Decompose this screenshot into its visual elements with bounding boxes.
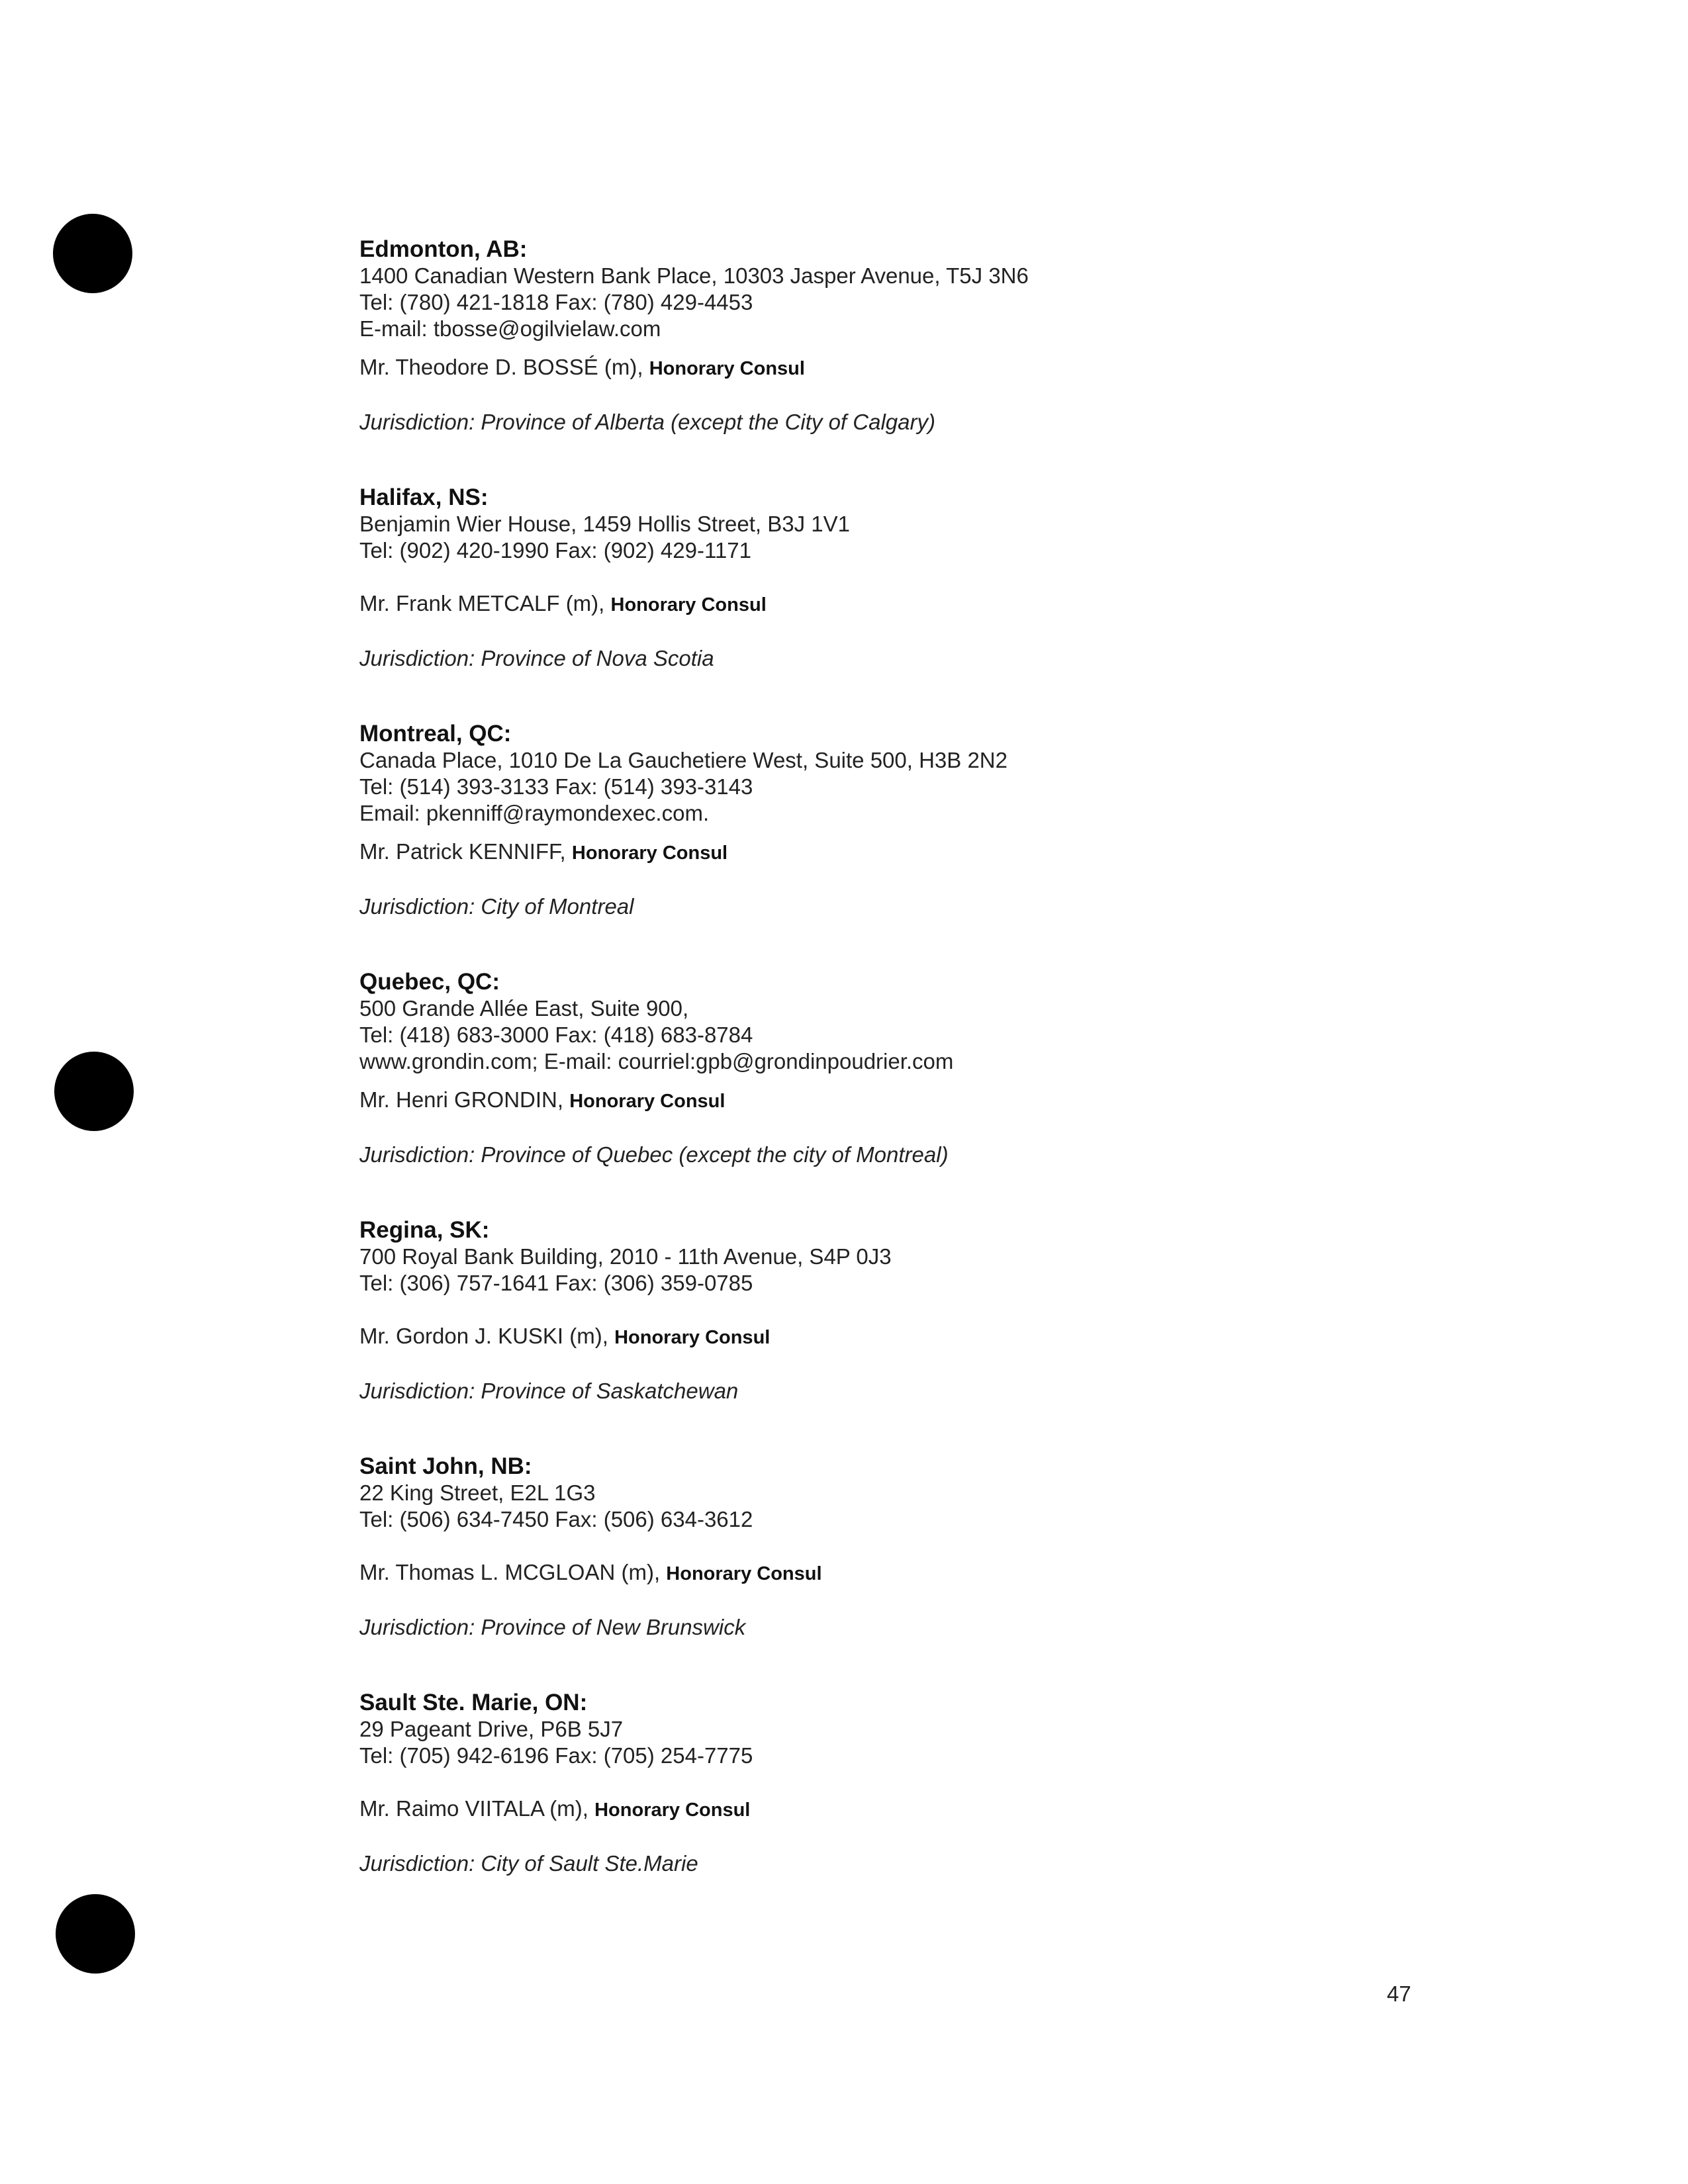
phone-fax-line: Tel: (514) 393-3133 Fax: (514) 393-3143 — [359, 774, 753, 799]
punch-hole-bottom — [56, 1894, 135, 1974]
consul-title: Honorary Consul — [571, 842, 728, 864]
consul-name: Mr. Patrick KENNIFF, — [359, 839, 566, 864]
consul-name: Mr. Raimo VIITALA (m), — [359, 1796, 588, 1821]
phone-fax-line: Tel: (418) 683-3000 Fax: (418) 683-8784 — [359, 1023, 753, 1047]
consul-entry-sault-ste-marie — [359, 1689, 1485, 1877]
jurisdiction-line: Jurisdiction: Province of New Brunswick — [359, 1615, 746, 1639]
web-email-line: www.grondin.com; E-mail: courriel:gpb@grondinpoudrier.com — [359, 1049, 954, 1073]
consul-listing — [359, 236, 1485, 1925]
city-heading: Regina, SK: — [359, 1217, 490, 1243]
address-line: 1400 Canadian Western Bank Place, 10303 Jasper Avenue, T5J 3N6 — [359, 263, 1029, 288]
address-line: Benjamin Wier House, 1459 Hollis Street, B3J 1V1 — [359, 512, 851, 536]
address-line: 22 King Street, E2L 1G3 — [359, 1480, 596, 1505]
phone-fax-line: Tel: (306) 757-1641 Fax: (306) 359-0785 — [359, 1271, 753, 1295]
consul-line — [359, 1087, 1485, 1115]
jurisdiction-line: Jurisdiction: City of Sault Ste.Marie — [359, 1851, 698, 1876]
consul-entry-montreal — [359, 720, 1485, 920]
address-line: 500 Grande Allée East, Suite 900, — [359, 996, 689, 1021]
city-heading: Quebec, QC: — [359, 969, 500, 995]
phone-fax-line: Tel: (902) 420-1990 Fax: (902) 429-1171 — [359, 538, 751, 563]
email-line: E-mail: tbosse@ogilvielaw.com — [359, 316, 661, 341]
consul-title: Honorary Consul — [666, 1563, 822, 1584]
punch-hole-top — [53, 214, 132, 293]
consul-entry-saint-john — [359, 1453, 1485, 1641]
jurisdiction-line: Jurisdiction: Province of Saskatchewan — [359, 1379, 739, 1403]
consul-entry-edmonton — [359, 236, 1485, 435]
consul-title: Honorary Consul — [594, 1799, 751, 1821]
consul-title: Honorary Consul — [649, 358, 805, 379]
consul-line — [359, 354, 1485, 382]
city-heading: Sault Ste. Marie, ON: — [359, 1690, 588, 1715]
consul-entry-quebec — [359, 968, 1485, 1168]
phone-fax-line: Tel: (780) 421-1818 Fax: (780) 429-4453 — [359, 290, 753, 314]
consul-name: Mr. Thomas L. MCGLOAN (m), — [359, 1560, 661, 1584]
consul-title: Honorary Consul — [569, 1091, 726, 1112]
consul-line — [359, 1559, 1485, 1587]
jurisdiction-line: Jurisdiction: Province of Alberta (except the City of Calgary) — [359, 410, 935, 434]
city-heading: Montreal, QC: — [359, 721, 512, 747]
city-heading: Saint John, NB: — [359, 1453, 532, 1479]
consul-line — [359, 839, 1485, 866]
consul-name: Mr. Gordon J. KUSKI (m), — [359, 1324, 608, 1348]
address-line: Canada Place, 1010 De La Gauchetiere West, Suite 500, H3B 2N2 — [359, 748, 1008, 772]
punch-hole-middle — [54, 1052, 134, 1131]
phone-fax-line: Tel: (705) 942-6196 Fax: (705) 254-7775 — [359, 1743, 753, 1768]
consul-entry-halifax — [359, 484, 1485, 672]
jurisdiction-line: Jurisdiction: City of Montreal — [359, 894, 634, 919]
consul-name: Mr. Frank METCALF (m), — [359, 591, 605, 615]
city-heading: Edmonton, AB: — [359, 236, 528, 262]
consul-title: Honorary Consul — [614, 1327, 771, 1348]
phone-fax-line: Tel: (506) 634-7450 Fax: (506) 634-3612 — [359, 1507, 753, 1531]
city-heading: Halifax, NS: — [359, 484, 489, 510]
jurisdiction-line: Jurisdiction: Province of Nova Scotia — [359, 646, 714, 670]
page-number: 47 — [1387, 1981, 1411, 2006]
consul-title: Honorary Consul — [610, 594, 767, 615]
consul-line — [359, 1323, 1485, 1351]
email-line: Email: pkenniff@raymondexec.com. — [359, 801, 710, 825]
address-line: 700 Royal Bank Building, 2010 - 11th Avenue, S4P 0J3 — [359, 1244, 892, 1269]
consul-line — [359, 590, 1485, 618]
consul-entry-regina — [359, 1216, 1485, 1404]
consul-name: Mr. Theodore D. BOSSÉ (m), — [359, 355, 643, 379]
consul-line — [359, 1796, 1485, 1823]
jurisdiction-line: Jurisdiction: Province of Quebec (except the city of Montreal) — [359, 1142, 949, 1167]
address-line: 29 Pageant Drive, P6B 5J7 — [359, 1717, 624, 1741]
consul-name: Mr. Henri GRONDIN, — [359, 1087, 564, 1112]
